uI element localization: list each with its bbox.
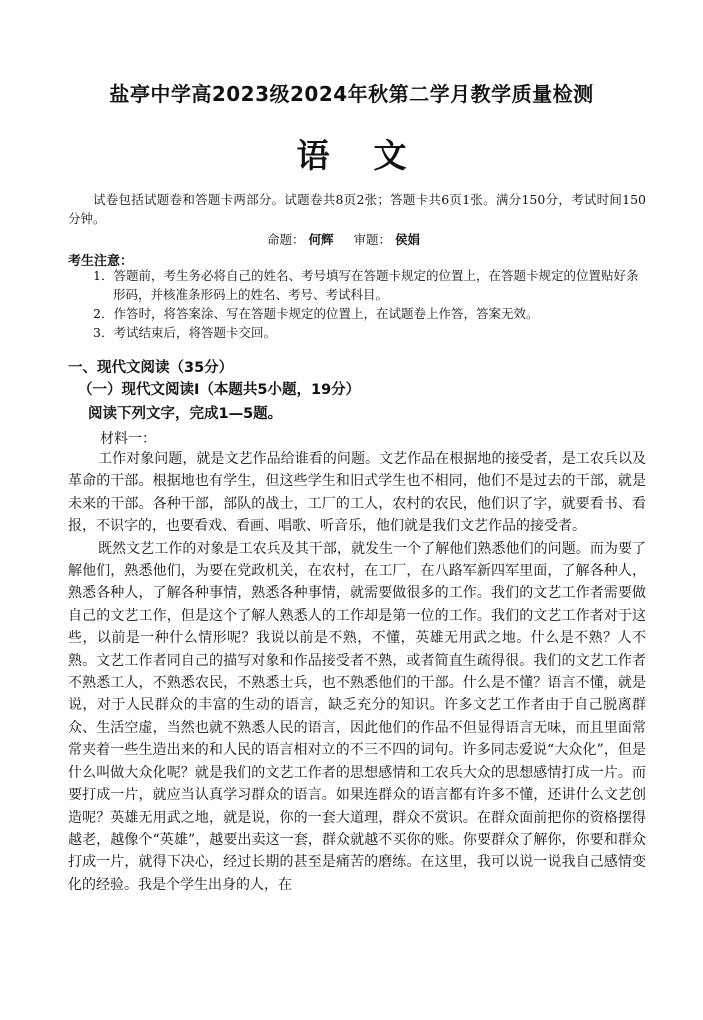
passage-paragraph: 既然文艺工作的对象是工农兵及其干部，就发生一个了解他们熟悉他们的问题。而为要了解他们，熟悉他们，为要在党政机关，在农村，在工厂，在八路军新四军里面，了解各种人，熟悉各种人，了解各种事情，熟悉各种事情，就需要做很多的工作。我们的文艺工作者需要做自己的文艺工作，但是这个了解人熟悉人的工作却是第一位的工作。我们的文艺工作者对于这些，以前是一种什么情形呢？我说以前是不熟，不懂，英雄无用武之地。什么是不熟？人不熟。文艺工作者同自己的描写对象和作品接受者不熟，或者简直生疏得很。我们的文艺工作者不熟悉工人，不熟悉农民，不熟悉士兵，也不熟悉他们的干部。什么是不懂？语言不懂，就是说，对于人民群众的丰富的生动的语言，缺乏充分的知识。许多文艺工作者由于自己脱离群众、生活空虚，当然也就不熟悉人民的语言，因此他们的作品不但显得语言无味，而且里面常常夹着一些生造出来的和人民的语言相对立的不三不四的词句。许多同志爱说“大众化”，但是什么叫做大众化呢？就是我们的文艺工作者的思想感情和工农兵大众的思想感情打成一片。而要打成一片，就应当认真学习群众的语言。如果连群众的语言都有许多不懂，还讲什么文艺创造呢？英雄无用武之地，就是说，你的一套大道理，群众不赏识。在群众面前把你的资格摆得越老，越像个“英雄”，越要出卖这一套，群众就越不买你的账。你要群众了解你，你要和群众打成一片，就得下决心，经过长期的甚至是痛苦的磨练。在这里，我可以说一说我自己感情变化的经验。我是个学生出身的人，在 [68,540,646,893]
setter-label: 命题： [266,232,305,247]
authors-line [0,230,703,248]
reviewer-name: 侯娟 [394,232,420,247]
notice-item: 2．作答时，将答案涂、写在答题卡规定的位置上，在试题卷上作答，答案无效。 [93,306,539,321]
notice-item: 3．考试结束后，将答题卡交回。 [93,325,276,340]
passage-paragraph: 工作对象问题，就是文艺作品给谁看的问题。文艺作品在根据地的接受者，是工农兵以及革命的干部。根据地也有学生，但这些学生和旧式学生也不相同，他们不是过去的干部，就是未来的干部。各种干部，部队的战士，工厂的工人，农村的农民，他们识了字，就要看书、看报，不识字的，也要看戏、看画、唱歌、听音乐，他们就是我们文艺作品的接受者。 [68,451,646,535]
reading-instruction: 阅读下列文字，完成1—5题。 [88,406,283,422]
notice-heading: 考生注意： [68,254,134,269]
section-heading: 一、现代文阅读（35分） [68,360,234,376]
notice-list [88,266,648,342]
setter-name: 何辉 [308,232,334,247]
notice-item: 1．答题前，考生务必将自己的姓名、考号填写在答题卡规定的位置上，在答题卡规定的位置贴好条形码，并核准条形码上的姓名、考号、考试科目。 [93,268,639,302]
reviewer-label: 审题： [353,232,391,247]
exam-title: 盐亭中学高2023级2024年秋第二学月教学质量检测 [109,82,594,106]
material-label: 材料一： [100,431,156,447]
subsection-heading: （一）现代文阅读Ⅰ（本题共5小题，19分） [78,382,361,398]
exam-intro: 试卷包括试题卷和答题卡两部分。试题卷共8页2张；答题卡共6页1张。满分150分，考试时间150分钟。 [68,192,646,226]
passage-body [68,448,646,896]
subject-title: 语文 [296,136,451,175]
